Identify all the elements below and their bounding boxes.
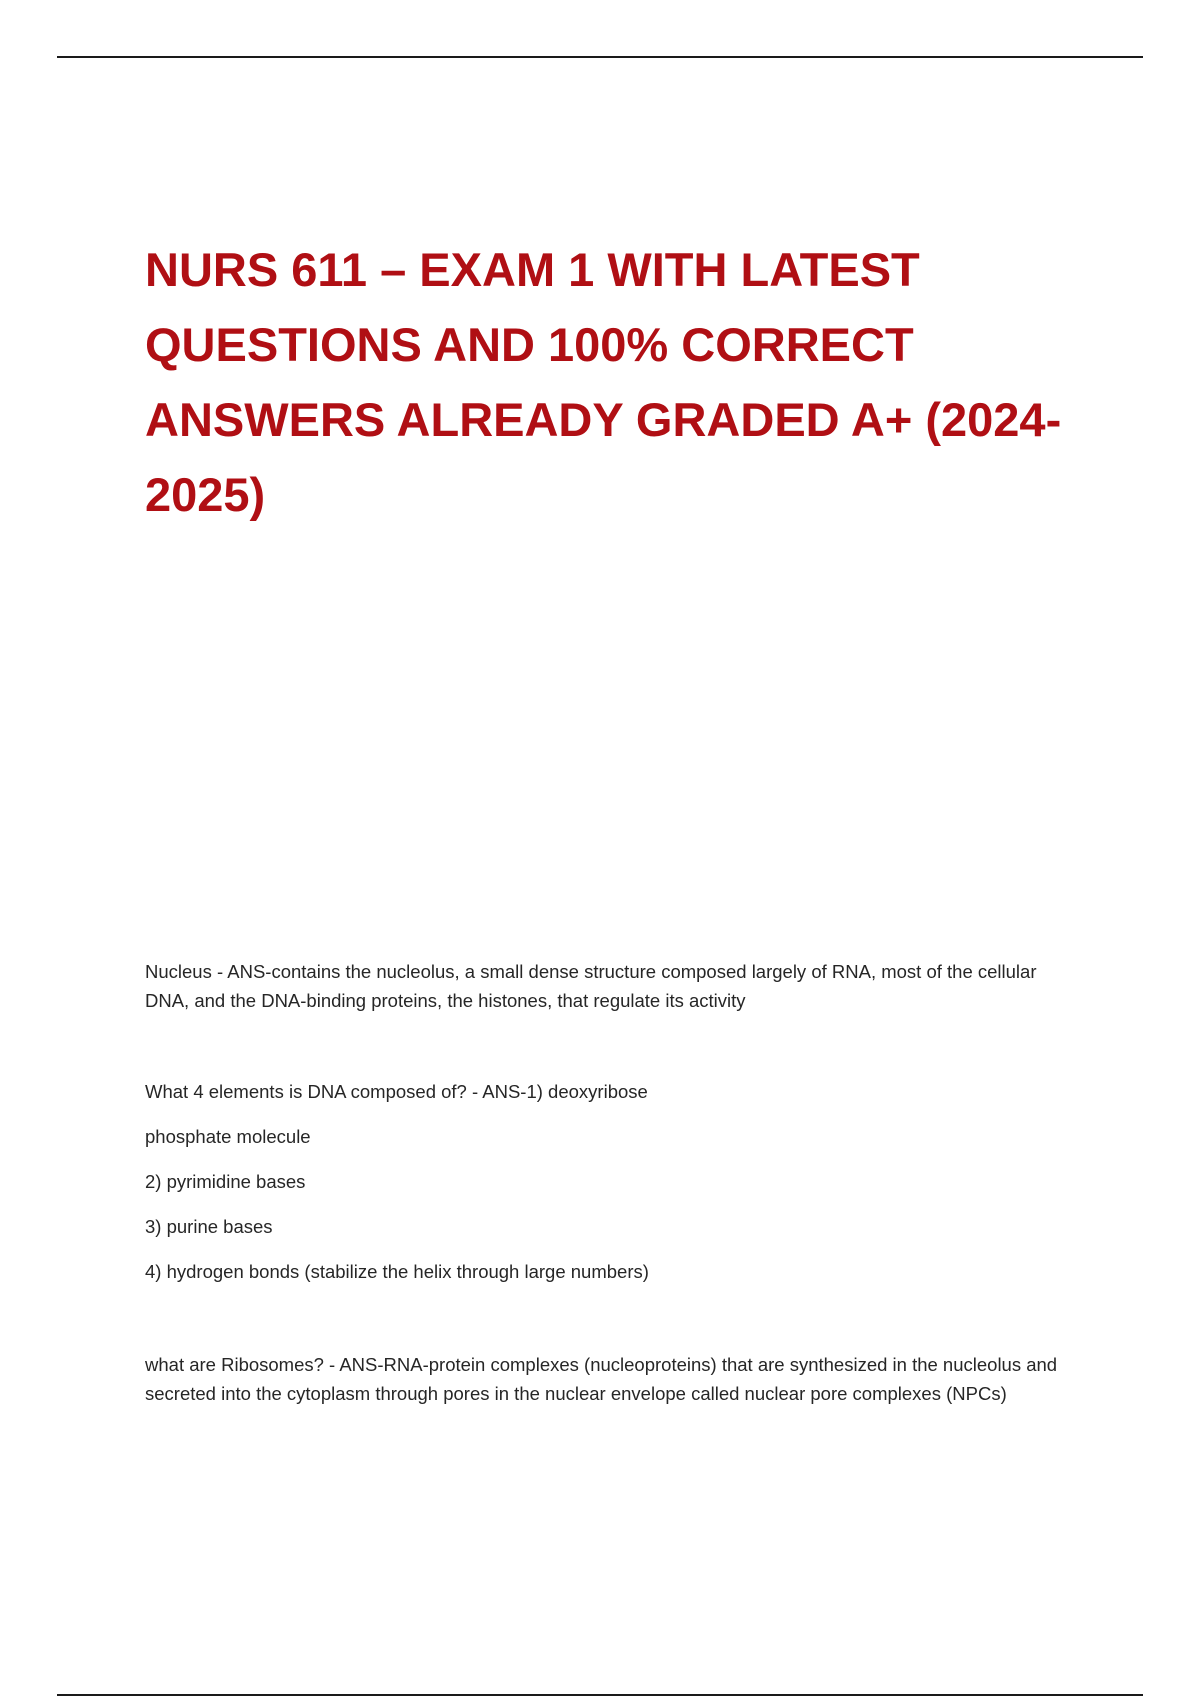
entry-dna-question: What 4 elements is DNA composed of? - ANS-1) deoxyribose	[145, 1081, 648, 1102]
entry-ribosomes: what are Ribosomes? - ANS-RNA-protein complexes (nucleoproteins) that are synthesized in the nucleolus and secreted into the cytoplasm through pores in the nuclear envelope called nuclear pore complexes (NPCs)	[145, 1354, 1058, 1404]
document-title: NURS 611 – EXAM 1 WITH LATEST QUESTIONS AND 100% CORRECT ANSWERS ALREADY GRADED A+ (2024-2025)	[145, 243, 1062, 521]
top-divider	[57, 56, 1143, 58]
bottom-divider	[57, 1694, 1143, 1696]
dna-answer-line-hydrogen-bonds: 4) hydrogen bonds (stabilize the helix through large numbers)	[145, 1261, 649, 1282]
entry-nucleus: Nucleus - ANS-contains the nucleolus, a small dense structure composed largely of RNA, most of the cellular DNA, and the DNA-binding proteins, the histones, that regulate its activity	[145, 961, 1037, 1011]
dna-answer-line-phosphate: phosphate molecule	[145, 1126, 311, 1147]
dna-answer-line-purine: 3) purine bases	[145, 1216, 273, 1237]
dna-answer-line-pyrimidine: 2) pyrimidine bases	[145, 1171, 306, 1192]
